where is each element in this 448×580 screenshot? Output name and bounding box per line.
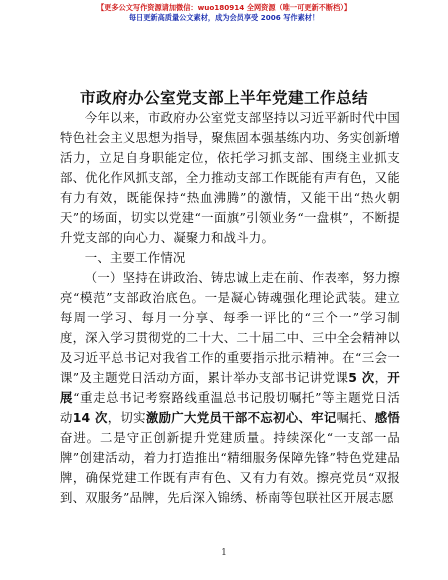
document-body: [60, 108, 400, 508]
bold-text: 开展: [60, 370, 400, 405]
promo-line-2: 每日更新高质量公文素材，成为会员享受 2006 写作素材！: [128, 13, 320, 22]
paragraph-text: “重走总书记考察路线重温总书记殷切嘱托”等主题党日活动: [60, 390, 400, 425]
section-paragraph: [60, 268, 400, 508]
paragraph-text: 奋进。二是守正创新提升党建质量。持续深化“一支部一品牌”创建活动，着力打造推出“精细服务保障先锋”特色党建品牌，确保党建工作既有声有色、又有力有效。擦亮党员“双报到、双服务”品牌，先后深入锦绣、桥南等包联社区开展志愿: [60, 430, 400, 505]
paragraph-text: ，切实: [107, 410, 146, 425]
bold-count: 5 次: [348, 370, 375, 385]
document-title: 市政府办公室党支部上半年党建工作总结: [80, 89, 368, 107]
intro-paragraph: 今年以来，市政府办公室党支部坚持以习近平新时代中国特色社会主义思想为指导，聚焦固本强基练内功、务实创新增活力，立足自身职能定位，依托学习抓支部、围绕主业抓支部、优化作风抓支部，全力推动支部工作既能有声有色，又能有力有效，既能保持“热血沸腾”的激情，又能干出“热火朝天”的场面，切实以党建“一面旗”引领业务“一盘棋”，不断提升党支部的向心力、凝聚力和战斗力。: [60, 110, 400, 245]
promo-line-1: 【更多公文写作资源请加微信：wuo180914 全网资源（唯一可更新不断档）】: [96, 3, 352, 12]
bold-text: 感悟: [374, 410, 401, 425]
bold-text: 干部不忘初心、牢记: [222, 410, 337, 425]
paragraph-text: 嘱托、: [336, 410, 375, 425]
promo-banner: [0, 3, 448, 23]
section-heading: 一、主要工作情况: [84, 250, 186, 265]
paragraph-text: （一）坚持在讲政治、铸忠诚上走在前、作表率，努力擦亮“模范”支部政治底色。一是凝心铸魂强化理论武装。建立每周一学习、每月一分享、每季一评比的“三个一”学习制度，深入学习贯彻党的二十大、二十届二中、三中全会精神以及习近平总书记对我省工作的重要指示批示精神。在“三会一课”及主题党日活动方面，累计举办支部书记讲党课: [60, 270, 400, 385]
page-number: 1: [221, 548, 227, 558]
paragraph-text: ，: [374, 370, 388, 385]
bold-text: 激励广大党员: [145, 410, 223, 425]
bold-count: 14 次: [72, 410, 108, 425]
